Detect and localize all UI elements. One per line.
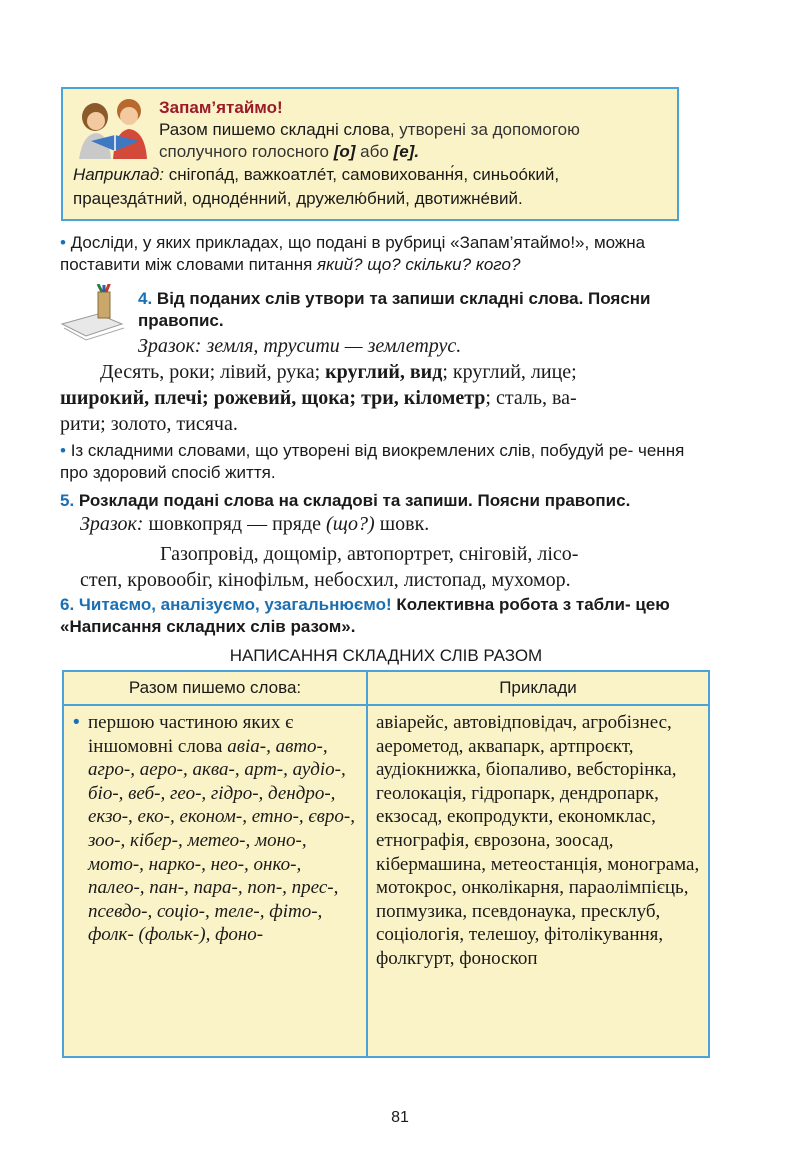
- task4-line-2a: широкий, плечі; рожевий, щока; три, кілометр: [60, 387, 486, 409]
- remember-title: Запам’ятаймо!: [159, 98, 283, 117]
- task4-words: [60, 359, 720, 437]
- task5-heading: [60, 490, 710, 512]
- task4-line-2: [60, 385, 720, 411]
- task4-number: 4.: [138, 289, 153, 308]
- rule-text: першою частиною яких є іншомовні слова: [88, 712, 294, 757]
- task4-line-1b: круглий, вид: [325, 361, 443, 383]
- task-bullet-text: Досліди, у яких прикладах, що подані в рубриці «Запам’ятаймо!», можна поставити між словами питання: [60, 233, 646, 274]
- task4-title: Від поданих слів утвори та запиши складні слова. Поясни правопис.: [138, 289, 651, 330]
- table-header-rule: Разом пишемо слова:: [63, 671, 367, 705]
- compound-words-table: [62, 670, 710, 1058]
- rule-prefixes: авіа-, авто-, агро-, аеро-, аква-, арт-, аудіо-, біо-, веб-, гео-, гідро-, дендро-, екзо-, еко-, економ-, етно-, євро-, зоо-, кібер-, метео-, моно-, мото-, нарко-, нео-, онко-, палео-, пан-, пара-, поп-, прес-, псевдо-, соціо-, теле-, фіто-, фолк- (фольк-), фоно-: [88, 735, 356, 946]
- examples-text: авіарейс, автовідповідач, агробізнес, аерометод, аквапарк, артпроєкт, аудіокнижка, біопаливо, вебсторінка, геолокація, гідропарк, дендропарк, екзосад, екопродукти, економклас, етнографія, єврозона, зоосад, кібермашина, метеостанція, монограма, мотокрос, онколікарня, параолімпієць, попмузика, псевдонаука, пресклуб, соціологія, телешоу, фітолікування, фолкгурт, фоноскоп: [376, 712, 700, 969]
- task-bullet-questions: який? що? скільки? кого?: [317, 255, 521, 274]
- task-bullet-sentences: [60, 440, 700, 484]
- remember-rule: [159, 119, 659, 163]
- task4-line-1c: ; круглий, лице;: [442, 361, 577, 383]
- task5-number: 5.: [60, 491, 75, 510]
- table-row: [63, 705, 709, 1057]
- table-header-examples: Приклади: [367, 671, 709, 705]
- task5-words-line-1: Газопровід, дощомір, автопортрет, сніговій, лісо-: [160, 543, 579, 565]
- task5-sample-label: Зразок:: [80, 513, 144, 535]
- rule-text: , утворені за допомогою сполучного голосного: [159, 120, 580, 161]
- task4-line-2b: ; сталь, ва-: [485, 387, 577, 409]
- table-caption: НАПИСАННЯ СКЛАДНИХ СЛІВ РАЗОМ: [229, 646, 543, 665]
- task6-number: 6.: [60, 595, 75, 614]
- rule-highlight: Разом пишемо складні слова: [159, 120, 390, 139]
- example-label: Наприклад:: [73, 165, 164, 184]
- rule-text-block: [64, 706, 366, 947]
- task4-line-3: рити; золото, тисяча.: [60, 413, 238, 435]
- example-words: снігопáд, важкоатлéт, самовихованн́я, синьоóкий, працездáтний, одноде́нний, дружелю́бний, двотижне́вий.: [73, 165, 560, 208]
- page-number: 81: [391, 1109, 409, 1126]
- task-bullet-research: [60, 232, 710, 276]
- task6-heading: [60, 594, 700, 638]
- task-bullet-sentences-text: Із складними словами, що утворені від виокремлених слів, побудуй ре- чення про здоровий спосіб життя.: [60, 441, 685, 482]
- task5-sample-q: (що?): [326, 513, 375, 535]
- remember-example: [73, 163, 673, 211]
- table-cell-examples: [367, 705, 709, 1057]
- task4-heading: [138, 288, 698, 332]
- task5-words-line-2: степ, кровообіг, кінофільм, небосхил, листопад, мухомор.: [80, 569, 571, 591]
- task5-sample-b: шовк.: [374, 513, 430, 535]
- bullet-icon: •: [73, 712, 80, 733]
- rule-or: або: [355, 142, 394, 161]
- bullet-icon: •: [60, 441, 66, 460]
- task4-line-1: [60, 359, 720, 385]
- task5-title: Розклади подані слова на складові та запиши. Поясни правопис.: [78, 491, 631, 510]
- rule-vowel-o: [о]: [333, 142, 356, 161]
- task5-sample: [80, 511, 429, 537]
- writing-task-icon: [58, 284, 126, 342]
- table-header-row: [63, 671, 709, 705]
- task4-line-1a: Десять, роки; лівий, рука;: [100, 361, 326, 383]
- task6-lead: Читаємо, аналізуємо, узагальнюємо!: [78, 595, 392, 614]
- task6-text: Колективна робота з табли- цею «Написання складних слів разом».: [60, 595, 670, 636]
- table-cell-rule: [63, 705, 367, 1057]
- rule-vowel-e: [е].: [393, 142, 420, 161]
- remember-box: [61, 87, 679, 221]
- children-reading-illustration: [69, 95, 153, 161]
- task5-words: [80, 541, 700, 593]
- bullet-icon: •: [60, 233, 66, 252]
- task5-sample-a: шовкопряд — пряде: [143, 513, 327, 535]
- task4-sample: Зразок: земля, трусити — землетрус.: [138, 335, 462, 357]
